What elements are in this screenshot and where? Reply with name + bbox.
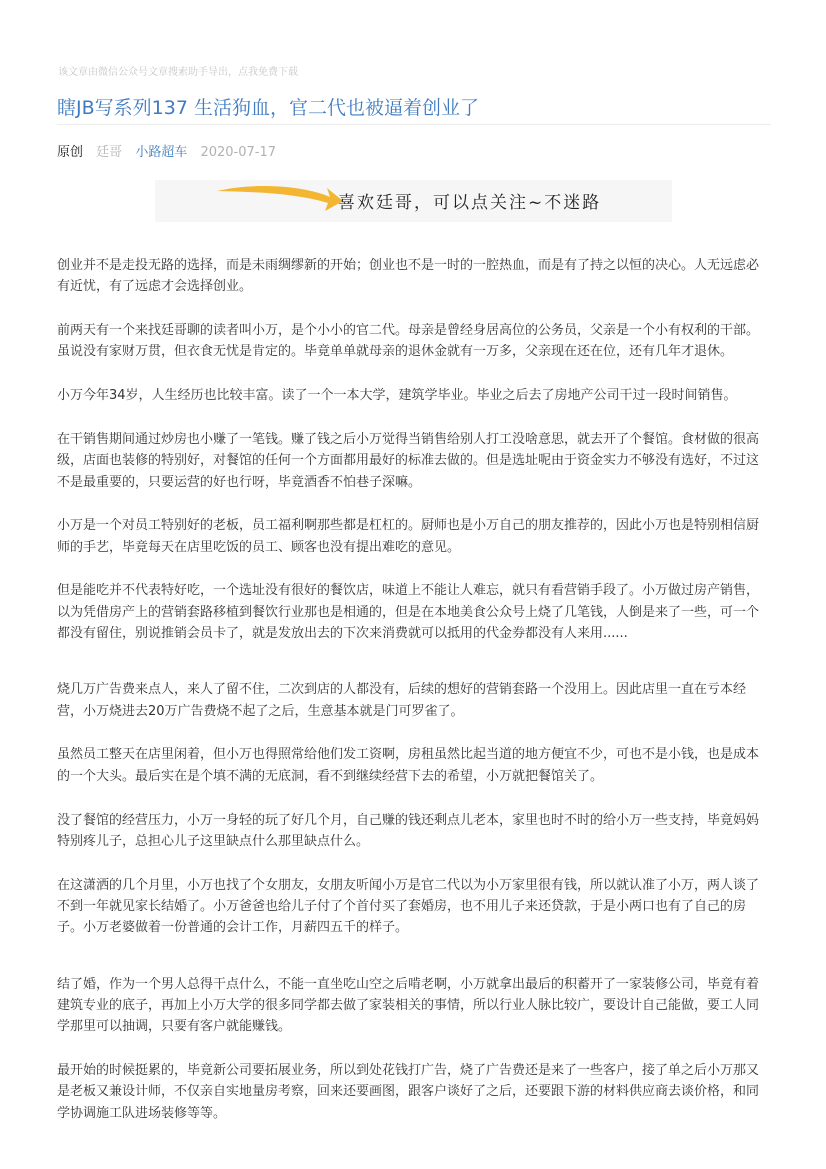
banner-text: 喜欢廷哥，可以点关注~不迷路 xyxy=(338,193,602,213)
article-paragraph: 最开始的时候挺累的，毕竟新公司要拓展业务，所以到处花钱打广告，烧了广告费还是来了一些客户，接了单之后小万那又是老板又兼设计师，不仅亲自实地量房考察，回来还要画图，跟客户谈好了之后，还要跟下游的材料供应商去谈价格，和同学协调施工队进场装修等等。 xyxy=(57,1062,760,1121)
article-paragraph: 结了婚，作为一个男人总得干点什么，不能一直坐吃山空之后啃老啊，小万就拿出最后的积蓄开了一家装修公司，毕竟有着建筑专业的底子，再加上小万大学的很多同学都去做了家装相关的事情，所以行业人脉比较广，要设计自己能做，要工人同学那里可以抽调，只要有客户就能赚钱。 xyxy=(57,976,760,1035)
follow-banner xyxy=(155,180,672,222)
author-name: 廷哥 xyxy=(96,145,123,160)
article-paragraph: 创业并不是走投无路的选择，而是未雨绸缪新的开始；创业也不是一时的一腔热血，而是有了持之以恒的决心。人无远虑必有近忧，有了远虑才会选择创业。 xyxy=(57,258,760,295)
article-title: 瞎JB写系列137 生活狗血，官二代也被逼着创业了 xyxy=(57,97,479,119)
article-paragraph: 虽然员工整天在店里闲着，但小万也得照常给他们发工资啊，房租虽然比起当道的地方便宜不少，可也不是小钱，也是成本的一个大头。最后实在是个填不满的无底洞，看不到继续经营下去的希望，小万就把餐馆关了。 xyxy=(57,747,760,784)
article-body xyxy=(57,255,769,1146)
article-paragraph: 但是能吃并不代表特好吃，一个选址没有很好的餐饮店，味道上不能让人难忘，就只有看营销手段了。小万做过房产销售，以为凭借房产上的营销套路移植到餐饮行业那也是相通的，但是在本地美食公众号上烧了几笔钱，人倒是来了一些，可一个都没有留住，别说推销会员卡了，就是发放出去的下次来消费就可以抵用的代金券都没有人来用...... xyxy=(57,583,760,642)
original-label: 原创 xyxy=(57,145,84,160)
export-notice[interactable]: 该文章由微信公众号文章搜索助手导出，点我免费下载 xyxy=(58,67,298,78)
article-meta xyxy=(57,141,285,160)
article-paragraph: 烧几万广告费来点人，来人了留不住，二次到店的人都没有，后续的想好的营销套路一个没用上。因此店里一直在亏本经营，小万烧进去20万广告费烧不起了之后，生意基本就是门可罗雀了。 xyxy=(57,682,747,719)
title-divider xyxy=(57,124,771,125)
article-paragraph: 在这潇洒的几个月里，小万也找了个女朋友，女朋友听闻小万是官二代以为小万家里很有钱，所以就认准了小万，两人谈了不到一年就见家长结婚了。小万爸爸也给儿子付了个首付买了套婚房，也不用儿子来还贷款，于是小两口也有了自己的房子。小万老婆做着一份普通的会计工作，月薪四五千的样子。 xyxy=(57,877,760,936)
article-paragraph: 前两天有一个来找廷哥聊的读者叫小万，是个小小的官二代。母亲是曾经身居高位的公务员，父亲是一个小有权利的干部。虽说没有家财万贯，但衣食无忧是肯定的。毕竟单单就母亲的退休金就有一万多，父亲现在还在位，还有几年才退休。 xyxy=(57,323,760,360)
article-paragraph: 小万今年34岁，人生经历也比较丰富。读了一个一本大学，建筑学毕业。毕业之后去了房地产公司干过一段时间销售。 xyxy=(57,388,737,404)
article-paragraph: 在干销售期间通过炒房也小赚了一笔钱。赚了钱之后小万觉得当销售给别人打工没啥意思，就去开了个餐馆。食材做的很高级，店面也装修的特别好，对餐馆的任何一个方面都用最好的标准去做的。但是选址呢由于资金实力不够没有选好，不过这不是最重要的，只要运营的好也行呀，毕竟酒香不怕巷子深嘛。 xyxy=(57,431,760,490)
account-name-link[interactable]: 小路超车 xyxy=(135,145,188,160)
article-paragraph: 没了餐馆的经营压力，小万一身轻的玩了好几个月，自己赚的钱还剩点儿老本，家里也时不时的给小万一些支持，毕竟妈妈特别疼儿子，总担心儿子这里缺点什么那里缺点什么。 xyxy=(57,812,760,849)
article-paragraph: 小万是一个对员工特别好的老板，员工福利啊那些都是杠杠的。厨师也是小万自己的朋友推荐的，因此小万也是特别相信厨师的手艺，毕竟每天在店里吃饭的员工、顾客也没有提出难吃的意见。 xyxy=(57,518,760,555)
publish-date: 2020-07-17 xyxy=(200,145,277,160)
